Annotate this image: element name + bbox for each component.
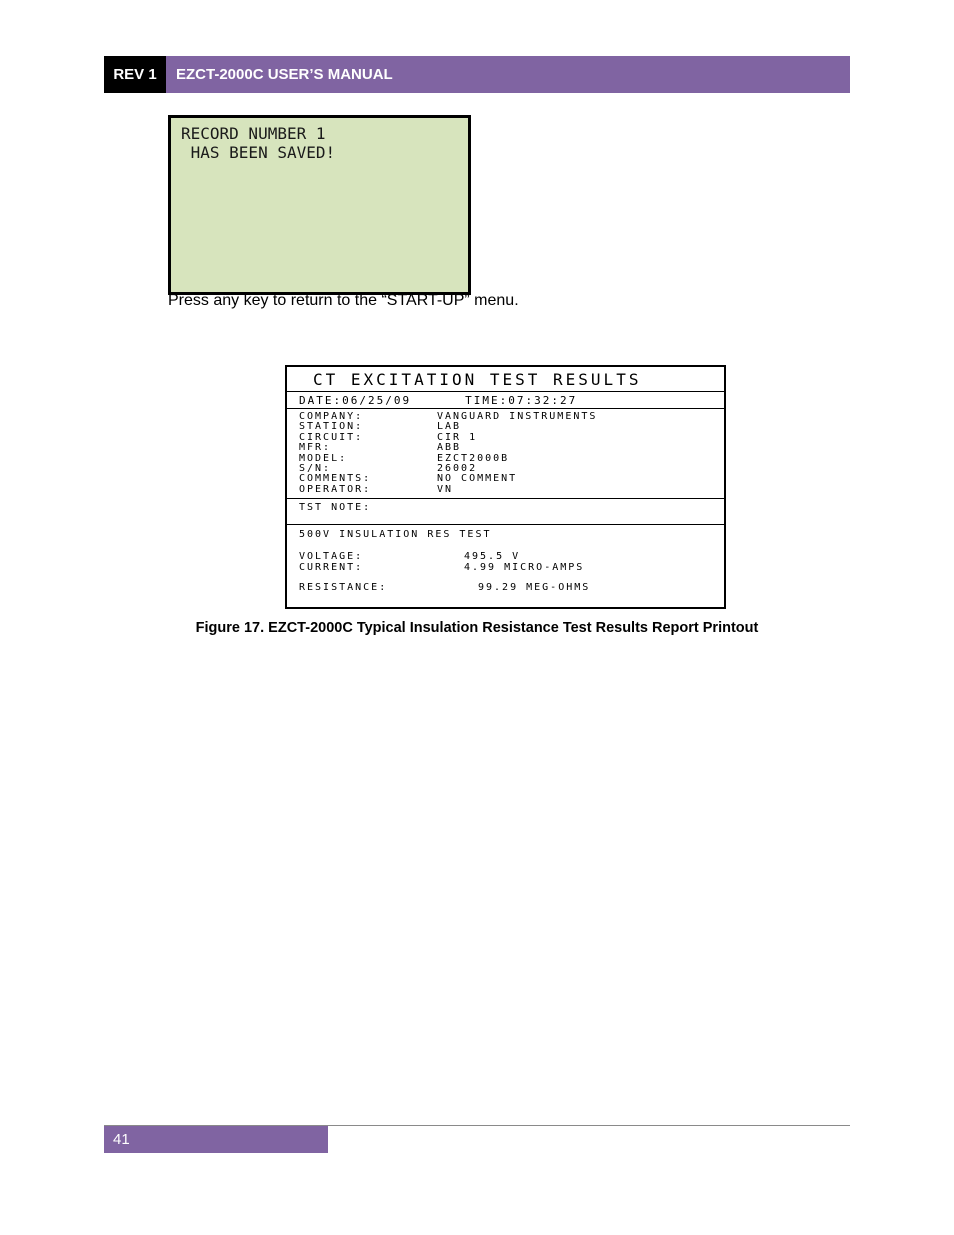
info-label: OPERATOR: [299,483,372,495]
info-label: MODEL: [299,452,348,464]
voltage-value: 495.5 V [464,551,521,563]
page-header [104,56,850,93]
resistance-row [299,583,724,593]
printout-test-block [287,525,724,594]
info-row [299,485,724,495]
lcd-line-1: RECORD NUMBER 1 [181,124,326,143]
resistance-value: 99.29 MEG-OHMS [478,582,591,594]
info-label: COMPANY: [299,411,364,422]
test-name-text: 500V INSULATION RES TEST [299,529,492,540]
info-value: CIR 1 [437,431,478,443]
info-value: NO COMMENT [437,473,518,485]
printout-title: CT EXCITATION TEST RESULTS [287,367,724,392]
info-row [299,433,724,443]
test-name [299,530,724,540]
info-label: COMMENTS: [299,473,372,485]
page-footer [104,1126,328,1153]
lcd-line-2: HAS BEEN SAVED! [181,143,336,162]
instruction-text: Press any key to return to the “START-UP” menu. [168,292,519,309]
resistance-label: RESISTANCE: [299,582,388,594]
info-row [299,443,724,453]
printout-time: TIME:07:32:27 [465,393,578,407]
info-value: VN [437,483,454,495]
info-label: MFR: [299,442,332,454]
info-value: ABB [437,442,462,454]
current-value: 4.99 MICRO-AMPS [464,561,585,573]
current-row [299,563,724,573]
printout-datetime [287,392,724,409]
voltage-label: VOLTAGE: [299,551,364,563]
figure-caption: Figure 17. EZCT-2000C Typical Insulation Resistance Test Results Report Printout [195,620,759,636]
info-value: VANGUARD INSTRUMENTS [437,411,598,422]
printout-note: TST NOTE: [287,499,724,525]
revision-label: REV 1 [104,56,166,93]
info-label: CIRCUIT: [299,431,364,443]
info-row [299,454,724,464]
printout-date: DATE:06/25/09 [299,393,412,407]
printout-info-block [287,409,724,499]
info-label: S/N: [299,462,332,474]
manual-title: EZCT-2000C USER’S MANUAL [166,56,850,93]
report-printout [285,365,726,609]
current-label: CURRENT: [299,561,364,573]
info-label: STATION: [299,421,364,433]
info-value: 26002 [437,462,478,474]
info-value: LAB [437,421,462,433]
lcd-screen [168,115,471,295]
info-value: EZCT2000B [437,452,510,464]
page-number: 41 [113,1131,130,1148]
